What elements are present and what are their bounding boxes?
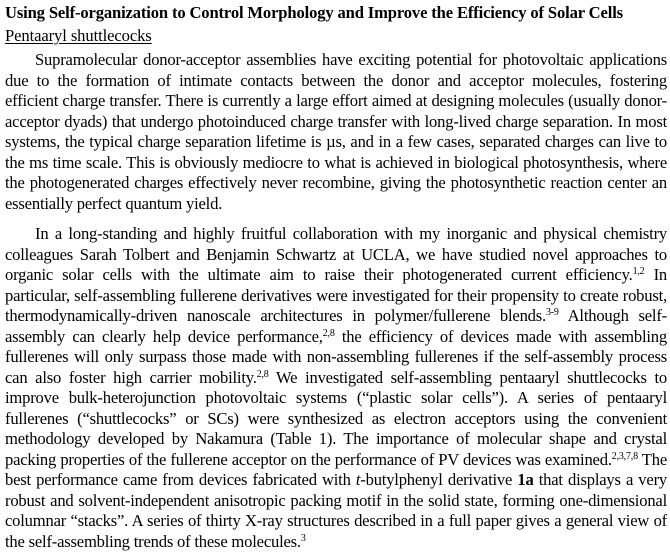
text-segment: In a long-standing and highly fruitful collaboration with my inorganic and physical chemistry colleagues Sarah Tolbert and Benjamin Schwartz at UCLA, we have studied novel approaches to organic solar cells with the ultimate aim to raise their photogenerated current efficiency. xyxy=(5,224,667,284)
text-segment: the efficiency of devices made with assembling fullerenes will only surpass those made with non-assembling fullerenes if the self-assembly process can also foster high carrier mobility. xyxy=(5,326,667,387)
citation-ref: 2,8 xyxy=(322,327,335,339)
citation-ref: 2,8 xyxy=(256,368,269,380)
citation-ref: 2,3,7,8 xyxy=(611,450,638,462)
document-title: Using Self-organization to Control Morphology and Improve the Efficiency of Solar Cells xyxy=(5,3,623,22)
text-segment: -butylphenyl derivative xyxy=(360,470,518,489)
text-segment: The best performance came from devices fabricated with xyxy=(5,449,667,489)
text-segment: In particular, self-assembling fullerene derivatives were investigated for their propensity to create robust, thermodynamically-driven nanoscale architectures in polymer/fullerene blends. xyxy=(5,265,667,325)
section-heading: Pentaaryl shuttlecocks xyxy=(5,26,152,45)
text-segment: that displays a very robust and solvent-independent anisotropic packing motif in the solid state, forming one-dimensional columnar “stacks”. A series of thirty X-ray structures described in a full paper gives a general view of the self-assembling trends of these molecules. xyxy=(5,470,667,551)
text-segment: Although self-assembly can clearly help device performance, xyxy=(5,306,667,346)
text-segment: We investigated self-assembling pentaaryl shuttlecocks to improve bulk-heterojunction photovoltaic systems (“plastic solar cells”). A series of pentaaryl fullerenes (“shuttlecocks” or SCs) were synthesized as electron acceptors using the convenient methodology developed by Nakamura (Table 1). The importance of molecular shape and crystal packing properties of the fullerene acceptor on the performance of PV devices was examined. xyxy=(5,367,668,469)
citation-ref: 3-9 xyxy=(546,307,559,318)
citation-ref: 1,2 xyxy=(632,266,645,277)
italic-prefix: t xyxy=(355,470,361,489)
citation-ref: 3 xyxy=(300,532,306,544)
compound-label: 1a xyxy=(517,470,534,489)
paragraph-intro: Supramolecular donor-acceptor assemblies have exciting potential for photovoltaic applications due to the formation of intimate contacts between the donor and acceptor molecules, fostering efficient charge transfer. There is currently a large effort aimed at designing molecules (usually donor-acceptor dyads) that undergo photoinduced charge transfer with long-lived charge separation. In most systems, the typical charge separation lifetime is µs, and in a few cases, separated charges can live to the ms time scale. This is obviously mediocre to what is achieved in biological photosynthesis, where the photogenerated charges effectively never recombine, giving the photosynthetic reaction center an essentially perfect quantum yield. xyxy=(5,50,667,213)
paragraph-collaboration xyxy=(5,224,667,552)
